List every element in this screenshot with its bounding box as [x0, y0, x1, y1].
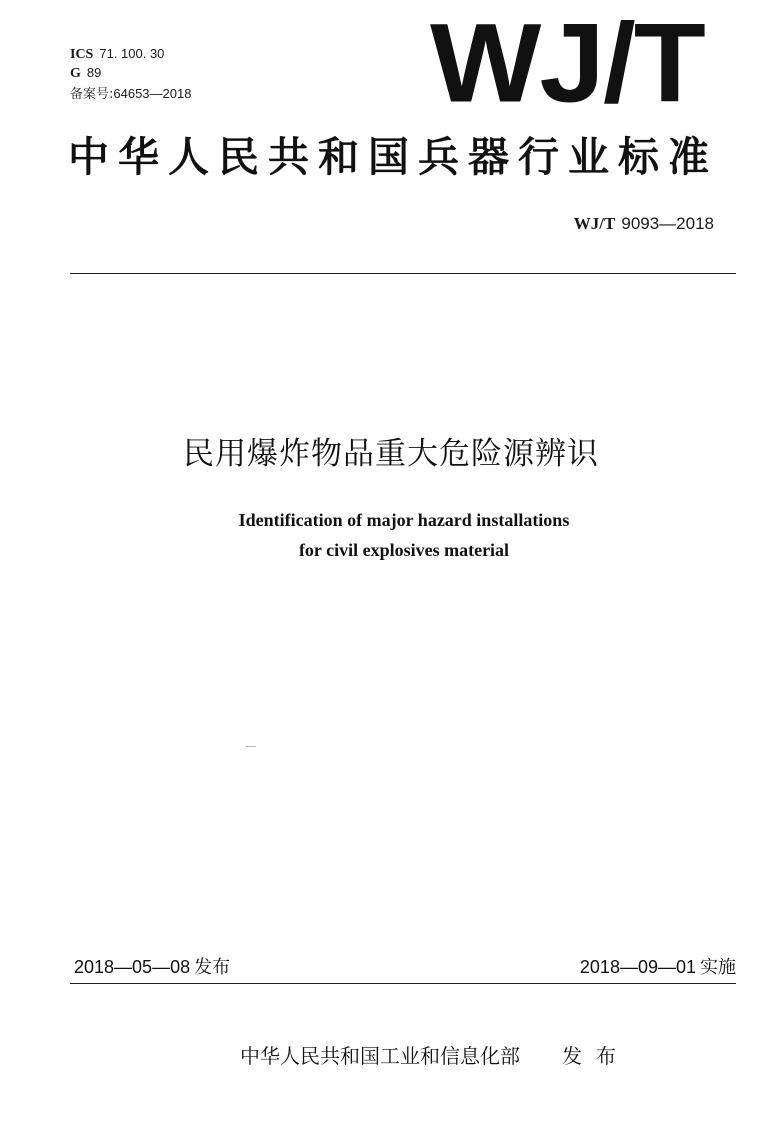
- standard-number-value: 9093—2018: [621, 214, 714, 233]
- classification-line: [70, 65, 101, 82]
- document-title-chinese: 民用爆炸物品重大危险源辨识: [183, 436, 599, 472]
- ics-code: ICS: [70, 47, 94, 62]
- standard-number-prefix: WJ/T: [573, 214, 616, 233]
- scan-speck: [246, 746, 256, 747]
- classification-value: 89: [86, 65, 102, 80]
- document-title-english-line-2: for civil explosives material: [298, 540, 510, 560]
- document-title-english-line-1: Identification of major hazard installations: [238, 510, 570, 530]
- standard-category-title: 中华人民共和国兵器行业标准: [68, 133, 718, 181]
- top-divider: [70, 273, 736, 274]
- record-number-value: 64653—2018: [113, 86, 192, 101]
- implementation-date: [580, 953, 736, 979]
- ics-line: [70, 46, 164, 63]
- publish-action: 发布: [562, 1044, 630, 1068]
- record-number-label: 备案号:: [70, 87, 114, 102]
- standard-logo: WJ/T: [430, 0, 704, 127]
- issue-date-value: 2018—05—08: [74, 957, 191, 977]
- ics-value: 71. 100. 30: [99, 46, 165, 61]
- publisher-line: [240, 1040, 630, 1069]
- bottom-divider: [70, 983, 736, 984]
- issue-date: [74, 953, 230, 979]
- standard-number: [574, 214, 714, 234]
- record-number-line: [70, 83, 191, 102]
- classification-code: G: [70, 66, 81, 81]
- publisher-name: 中华人民共和国工业和信息化部: [240, 1044, 520, 1068]
- implementation-date-label: 实施: [700, 957, 736, 978]
- issue-date-label: 发布: [194, 957, 231, 978]
- implementation-date-value: 2018—09—01: [579, 957, 696, 977]
